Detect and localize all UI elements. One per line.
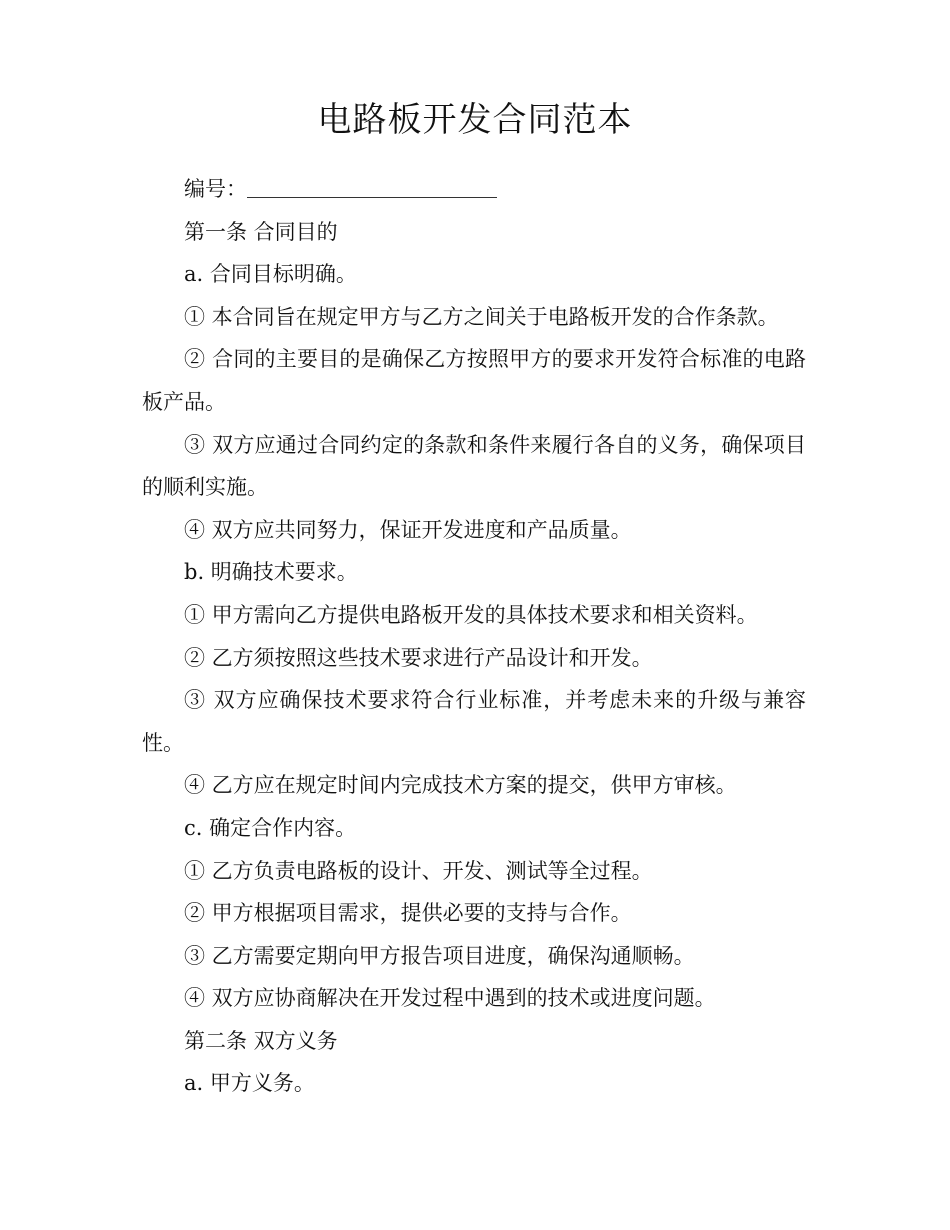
section-heading: a. 甲方义务。 [184,1071,315,1096]
serial-number-label: 编号： [184,177,247,201]
clause-paragraph: ① 甲方需向乙方提供电路板开发的具体技术要求和相关资料。 [184,602,758,627]
clause-paragraph: ④ 双方应协商解决在开发过程中遇到的技术或进度问题。 [184,986,716,1011]
document-title: 电路板开发合同范本 [317,100,633,140]
clause-paragraph: ① 乙方负责电路板的设计、开发、测试等全过程。 [184,858,653,883]
clause-paragraph: ③ 双方应确保技术要求符合行业标准，并考虑未来的升级与兼容性。 [142,688,806,755]
clause-paragraph: ② 甲方根据项目需求，提供必要的支持与合作。 [184,901,632,926]
clause-paragraph: ② 合同的主要目的是确保乙方按照甲方的要求开发符合标准的电路板产品。 [142,347,806,414]
clause-paragraph: ③ 乙方需要定期向甲方报告项目进度，确保沟通顺畅。 [184,943,695,968]
section-heading: b. 明确技术要求。 [184,560,358,585]
clause-paragraph: ④ 双方应共同努力，保证开发进度和产品质量。 [184,517,632,542]
clause-paragraph: ④ 乙方应在规定时间内完成技术方案的提交，供甲方审核。 [184,773,737,798]
clause-paragraph: ③ 双方应通过合同约定的条款和条件来履行各自的义务，确保项目的顺利实施。 [142,432,806,500]
article-heading: 第一条 合同目的 [184,219,338,244]
section-heading: a. 合同目标明确。 [184,262,357,287]
article-heading: 第二条 双方义务 [184,1028,338,1053]
serial-number-blank [247,169,497,198]
clause-paragraph: ② 乙方须按照这些技术要求进行产品设计和开发。 [184,645,653,670]
clause-paragraph: ① 本合同旨在规定甲方与乙方之间关于电路板开发的合作条款。 [184,304,779,329]
document-body [142,168,806,1105]
section-heading: c. 确定合作内容。 [184,815,357,840]
serial-number-line [142,168,806,211]
